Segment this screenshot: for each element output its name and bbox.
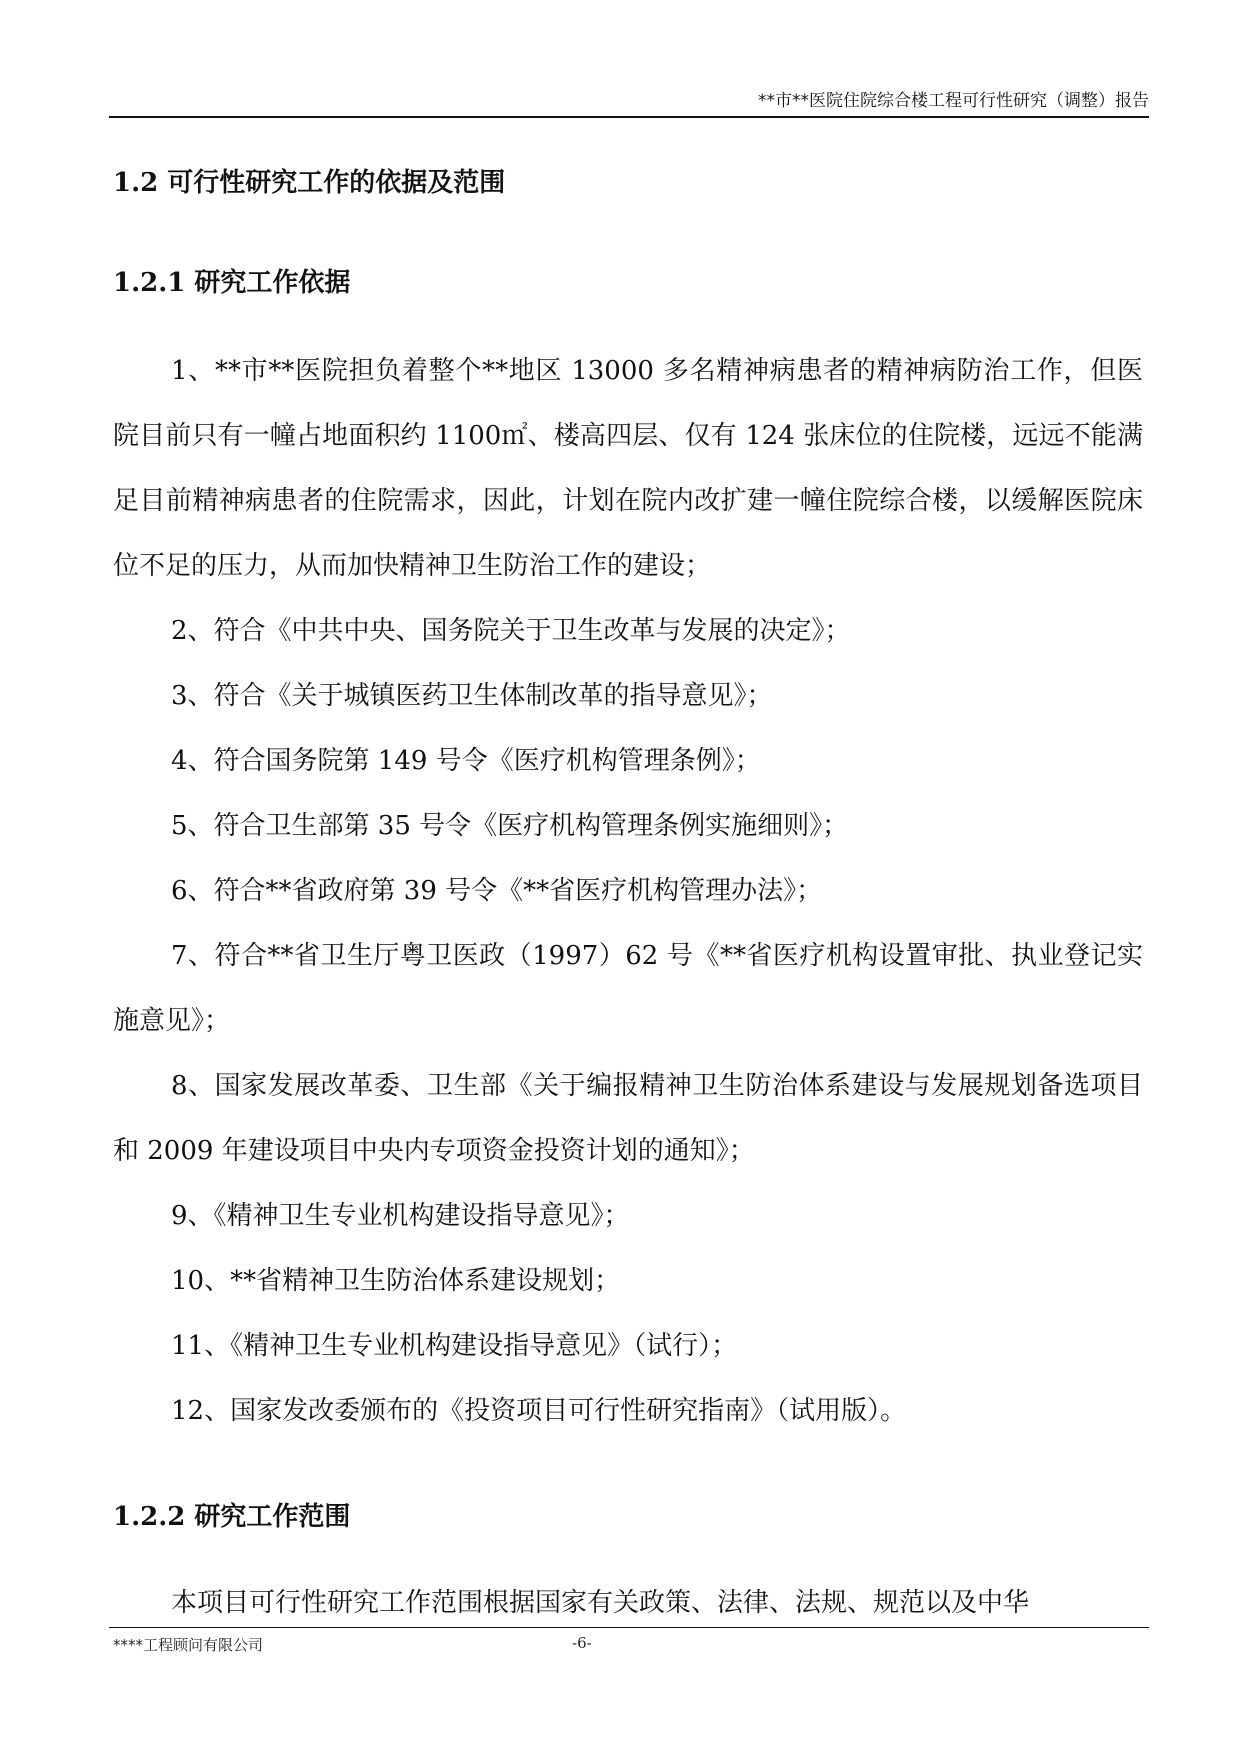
subsection-title-scope: 1.2.2 研究工作范围 xyxy=(113,1502,351,1532)
basis-item: 12、国家发改委颁布的《投资项目可行性研究指南》（试用版）。 xyxy=(171,1396,907,1426)
basis-item: 6、符合**省政府第 39 号令《**省医疗机构管理办法》； xyxy=(171,876,823,906)
basis-item: 4、符合国务院第 149 号令《医疗机构管理条例》； xyxy=(171,746,761,776)
basis-item: 11、《精神卫生专业机构建设指导意见》（试行）； xyxy=(171,1331,738,1361)
basis-item: 5、符合卫生部第 35 号令《医疗机构管理条例实施细则》； xyxy=(171,811,849,841)
basis-item: 3、符合《关于城镇医药卫生体制改革的指导意见》； xyxy=(171,681,773,711)
basis-list xyxy=(113,339,1143,1444)
section-title: 1.2 可行性研究工作的依据及范围 xyxy=(113,168,506,198)
basis-item: 8、国家发展改革委、卫生部《关于编报精神卫生防治体系建设与发展规划备选项目和 2009 年建设项目中央内专项资金投资计划的通知》； xyxy=(113,1071,1143,1166)
footer-divider xyxy=(109,1627,1149,1628)
basis-item: 2、符合《中共中央、国务院关于卫生改革与发展的决定》； xyxy=(171,616,851,646)
subsection-title-basis: 1.2.1 研究工作依据 xyxy=(113,268,351,298)
header-divider xyxy=(109,116,1149,118)
basis-item: 10、**省精神卫生防治体系建设规划； xyxy=(171,1266,621,1296)
basis-item: 9、《精神卫生专业机构建设指导意见》； xyxy=(171,1201,630,1231)
basis-item: 7、符合**省卫生厅粤卫医政（1997）62 号《**省医疗机构设置审批、执业登记实施意见》； xyxy=(113,941,1143,1036)
basis-item: 1、**市**医院担负着整个**地区 13000 多名精神病患者的精神病防治工作，但医院目前只有一幢占地面积约 1100㎡、楼高四层、仅有 124 张床位的住院楼，远远不能满足目前精神病患者的住院需求，因此，计划在院内改扩建一幢住院综合楼，以缓解医院床位不足的压力，从而加快精神卫生防治工作的建设； xyxy=(113,356,1143,581)
page-number: -6- xyxy=(572,1634,592,1652)
running-header: **市**医院住院综合楼工程可行性研究（调整）报告 xyxy=(758,91,1149,111)
scope-paragraph: 本项目可行性研究工作范围根据国家有关政策、法律、法规、规范以及中华 xyxy=(171,1588,1030,1618)
footer-company: ****工程顾问有限公司 xyxy=(113,1636,264,1654)
